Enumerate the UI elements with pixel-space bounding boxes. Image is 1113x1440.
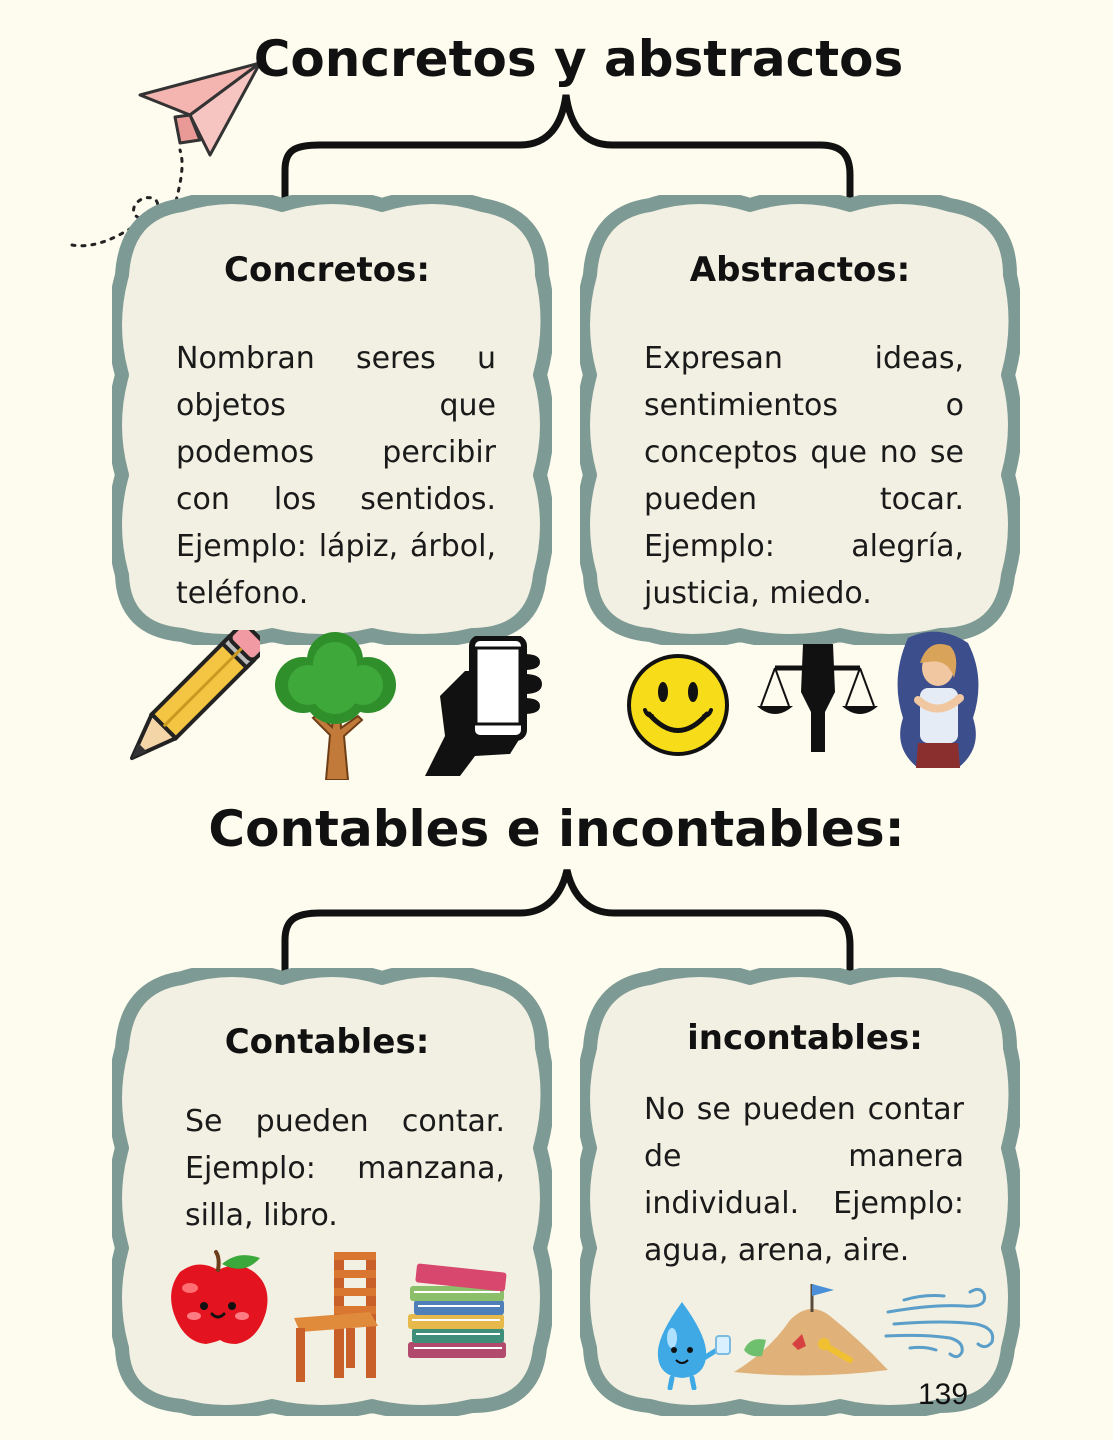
card-body-incontables: No se pueden contar de manera individual. Ejemplo: agua, arena, aire. xyxy=(644,1092,964,1268)
card-concretos xyxy=(112,195,552,645)
justice-scale-icon xyxy=(755,642,880,757)
sand-pile-icon xyxy=(730,1280,892,1380)
card-heading-contables: Contables: xyxy=(224,1022,430,1062)
wind-icon xyxy=(884,1284,1002,1366)
page-number: 139 xyxy=(918,1378,969,1411)
section-title-concretos-abstractos: Concretos y abstractos xyxy=(253,30,904,88)
pencil-icon xyxy=(110,630,260,780)
water-drop-icon xyxy=(642,1298,734,1390)
card-heading-incontables: incontables: xyxy=(687,1018,923,1058)
books-icon xyxy=(404,1262,512,1362)
chair-icon xyxy=(290,1248,382,1383)
card-body-contables: Se pueden contar. Ejemplo: manzana, silla, libro. xyxy=(185,1104,505,1233)
section-title-contables-incontables: Contables e incontables: xyxy=(208,800,905,858)
hand-phone-icon xyxy=(420,636,550,776)
apple-icon xyxy=(168,1250,270,1350)
tree-icon xyxy=(268,630,403,780)
card-body-concretos: Nombran seres u objetos que podemos percibir con los sentidos. Ejemplo: lápiz, árbol, teléfono. xyxy=(176,341,496,611)
card-abstractos xyxy=(580,195,1020,645)
card-heading-abstractos: Abstractos: xyxy=(689,250,911,290)
card-body-abstractos: Expresan ideas, sentimientos o conceptos que no se pueden tocar. Ejemplo: alegría, justicia, miedo. xyxy=(644,341,964,611)
fear-person-icon xyxy=(888,628,988,773)
smiley-icon xyxy=(625,652,731,758)
card-heading-concretos: Concretos: xyxy=(224,250,430,290)
